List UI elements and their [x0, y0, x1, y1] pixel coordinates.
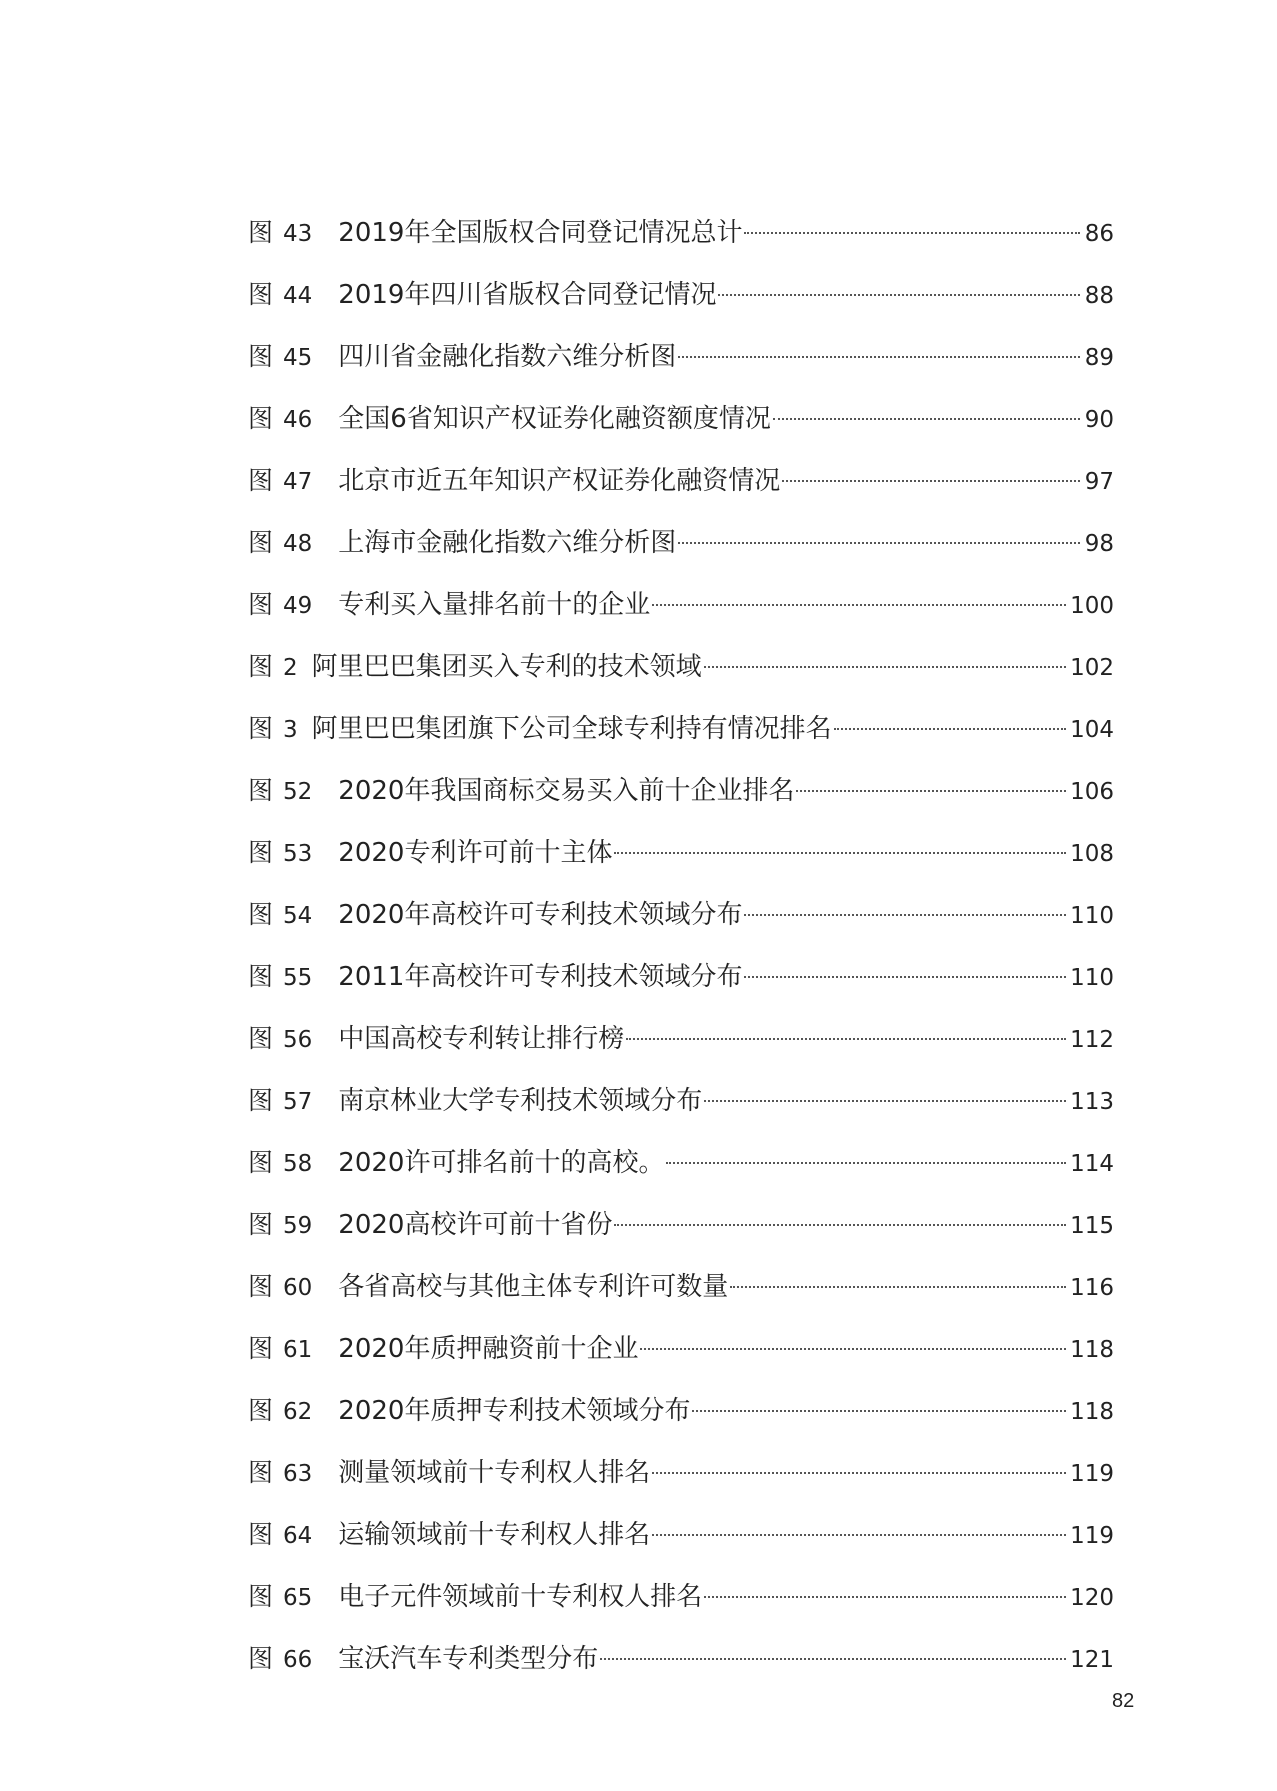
toc-entry[interactable] [248, 267, 1114, 329]
figure-title: 各省高校与其他主体专利许可数量 [338, 1272, 729, 1302]
toc-entry[interactable] [248, 1321, 1114, 1383]
figure-number: 46 [283, 407, 313, 433]
page-number: 82 [1112, 1690, 1135, 1712]
figure-title: 2011年高校许可专利技术领域分布 [338, 962, 743, 992]
figure-page-number: 97 [1084, 469, 1114, 495]
figure-title: 电子元件领域前十专利权人排名 [338, 1582, 703, 1612]
dot-leader [652, 1507, 1066, 1543]
dot-leader [678, 515, 1080, 551]
figure-page-number: 121 [1070, 1647, 1114, 1673]
figure-title: 2020年高校许可专利技术领域分布 [338, 900, 743, 930]
dot-leader [666, 1135, 1066, 1171]
dot-leader [782, 453, 1080, 489]
figure-number: 49 [283, 593, 313, 619]
figure-title: 宝沃汽车专利类型分布 [338, 1644, 599, 1674]
toc-entry[interactable] [248, 205, 1114, 267]
figure-prefix: 图 [248, 1458, 274, 1487]
figure-title: 2020高校许可前十省份 [338, 1210, 613, 1240]
figure-number: 47 [283, 469, 313, 495]
figure-prefix: 图 [248, 1644, 274, 1673]
toc-entry[interactable] [248, 1445, 1114, 1507]
toc-entry[interactable] [248, 577, 1114, 639]
figure-title: 阿里巴巴集团买入专利的技术领域 [311, 652, 702, 682]
figure-prefix: 图 [248, 1272, 274, 1301]
dot-leader [773, 391, 1080, 427]
toc-entry[interactable] [248, 391, 1114, 453]
figure-page-number: 119 [1070, 1523, 1114, 1549]
figure-prefix: 图 [248, 1148, 274, 1177]
toc-entry[interactable] [248, 1569, 1114, 1631]
dot-leader [796, 763, 1066, 799]
figure-prefix: 图 [248, 652, 274, 681]
toc-entry[interactable] [248, 515, 1114, 577]
figure-page-number: 100 [1070, 593, 1114, 619]
figure-title: 测量领域前十专利权人排名 [338, 1458, 651, 1488]
dot-leader [730, 1259, 1066, 1295]
toc-entry[interactable] [248, 329, 1114, 391]
figure-prefix: 图 [248, 838, 274, 867]
figure-number: 63 [283, 1461, 313, 1487]
figure-prefix: 图 [248, 1396, 274, 1425]
figure-number: 55 [283, 965, 313, 991]
figure-title: 专利买入量排名前十的企业 [338, 590, 651, 620]
figure-page-number: 102 [1070, 655, 1114, 681]
figure-prefix: 图 [248, 590, 274, 619]
figure-prefix: 图 [248, 1334, 274, 1363]
figure-prefix: 图 [248, 1210, 274, 1239]
figure-number: 58 [283, 1151, 313, 1177]
figure-prefix: 图 [248, 1520, 274, 1549]
dot-leader [678, 329, 1080, 365]
figure-title: 北京市近五年知识产权证券化融资情况 [338, 466, 781, 496]
figure-title: 四川省金融化指数六维分析图 [338, 342, 677, 372]
dot-leader [614, 825, 1066, 861]
dot-leader [704, 1569, 1066, 1605]
figure-prefix: 图 [248, 1086, 274, 1115]
toc-entry[interactable] [248, 1073, 1114, 1135]
toc-entry[interactable] [248, 763, 1114, 825]
figure-number: 66 [283, 1647, 313, 1673]
toc-entry[interactable] [248, 453, 1114, 515]
figure-prefix: 图 [248, 280, 274, 309]
dot-leader [834, 701, 1066, 737]
figure-prefix: 图 [248, 1582, 274, 1611]
figure-page-number: 86 [1084, 221, 1114, 247]
dot-leader [744, 205, 1080, 241]
figure-number: 48 [283, 531, 313, 557]
figure-page-number: 112 [1070, 1027, 1114, 1053]
figure-page-number: 120 [1070, 1585, 1114, 1611]
figure-title: 中国高校专利转让排行榜 [338, 1024, 625, 1054]
dot-leader [704, 639, 1066, 675]
toc-entry[interactable] [248, 639, 1114, 701]
figure-page-number: 88 [1084, 283, 1114, 309]
figure-prefix: 图 [248, 962, 274, 991]
figure-page-number: 119 [1070, 1461, 1114, 1487]
figure-number: 2 [283, 655, 298, 681]
figure-page-number: 108 [1070, 841, 1114, 867]
toc-entry[interactable] [248, 825, 1114, 887]
dot-leader [744, 887, 1066, 923]
figure-number: 62 [283, 1399, 313, 1425]
figure-number: 60 [283, 1275, 313, 1301]
figure-prefix: 图 [248, 776, 274, 805]
toc-entry[interactable] [248, 1197, 1114, 1259]
figure-number: 64 [283, 1523, 313, 1549]
dot-leader [614, 1197, 1066, 1233]
toc-entry[interactable] [248, 887, 1114, 949]
toc-entry[interactable] [248, 1383, 1114, 1445]
toc-entry[interactable] [248, 1135, 1114, 1197]
figure-number: 3 [283, 717, 298, 743]
figure-title: 2020专利许可前十主体 [338, 838, 613, 868]
figure-number: 61 [283, 1337, 313, 1363]
dot-leader [744, 949, 1066, 985]
figure-title: 2019年全国版权合同登记情况总计 [338, 218, 743, 248]
figure-number: 43 [283, 221, 313, 247]
toc-entry[interactable] [248, 1011, 1114, 1073]
figure-prefix: 图 [248, 528, 274, 557]
figure-number: 44 [283, 283, 313, 309]
figure-number: 59 [283, 1213, 313, 1239]
figure-title: 运输领域前十专利权人排名 [338, 1520, 651, 1550]
figure-prefix: 图 [248, 466, 274, 495]
figure-title: 2019年四川省版权合同登记情况 [338, 280, 717, 310]
dot-leader [652, 1445, 1066, 1481]
figure-page-number: 114 [1070, 1151, 1114, 1177]
figure-page-number: 106 [1070, 779, 1114, 805]
figure-page-number: 118 [1070, 1399, 1114, 1425]
dot-leader [626, 1011, 1066, 1047]
figure-number: 56 [283, 1027, 313, 1053]
figure-page-number: 98 [1084, 531, 1114, 557]
figure-number: 52 [283, 779, 313, 805]
figure-number: 54 [283, 903, 313, 929]
figure-title: 上海市金融化指数六维分析图 [338, 528, 677, 558]
figure-number: 53 [283, 841, 313, 867]
figure-prefix: 图 [248, 404, 274, 433]
figure-prefix: 图 [248, 900, 274, 929]
figure-title: 全国6省知识产权证券化融资额度情况 [338, 404, 771, 434]
figure-table-of-contents [248, 205, 1114, 1693]
figure-prefix: 图 [248, 218, 274, 247]
toc-entry[interactable] [248, 1259, 1114, 1321]
figure-page-number: 110 [1070, 903, 1114, 929]
toc-entry[interactable] [248, 1507, 1114, 1569]
toc-entry[interactable] [248, 949, 1114, 1011]
figure-page-number: 116 [1070, 1275, 1114, 1301]
figure-title: 2020许可排名前十的高校。 [338, 1148, 665, 1178]
figure-title: 阿里巴巴集团旗下公司全球专利持有情况排名 [311, 714, 832, 744]
dot-leader [692, 1383, 1066, 1419]
figure-page-number: 118 [1070, 1337, 1114, 1363]
dot-leader [718, 267, 1080, 303]
figure-page-number: 104 [1070, 717, 1114, 743]
figure-page-number: 89 [1084, 345, 1114, 371]
figure-title: 2020年质押融资前十企业 [338, 1334, 639, 1364]
toc-entry[interactable] [248, 701, 1114, 763]
dot-leader [600, 1631, 1066, 1667]
figure-page-number: 113 [1070, 1089, 1114, 1115]
figure-number: 65 [283, 1585, 313, 1611]
dot-leader [640, 1321, 1066, 1357]
figure-title: 2020年我国商标交易买入前十企业排名 [338, 776, 795, 806]
figure-prefix: 图 [248, 1024, 274, 1053]
figure-page-number: 115 [1070, 1213, 1114, 1239]
figure-page-number: 110 [1070, 965, 1114, 991]
dot-leader [704, 1073, 1066, 1109]
figure-page-number: 90 [1084, 407, 1114, 433]
figure-prefix: 图 [248, 714, 274, 743]
figure-title: 2020年质押专利技术领域分布 [338, 1396, 691, 1426]
dot-leader [652, 577, 1066, 613]
figure-title: 南京林业大学专利技术领域分布 [338, 1086, 703, 1116]
toc-entry[interactable] [248, 1631, 1114, 1693]
figure-number: 45 [283, 345, 313, 371]
figure-prefix: 图 [248, 342, 274, 371]
figure-number: 57 [283, 1089, 313, 1115]
